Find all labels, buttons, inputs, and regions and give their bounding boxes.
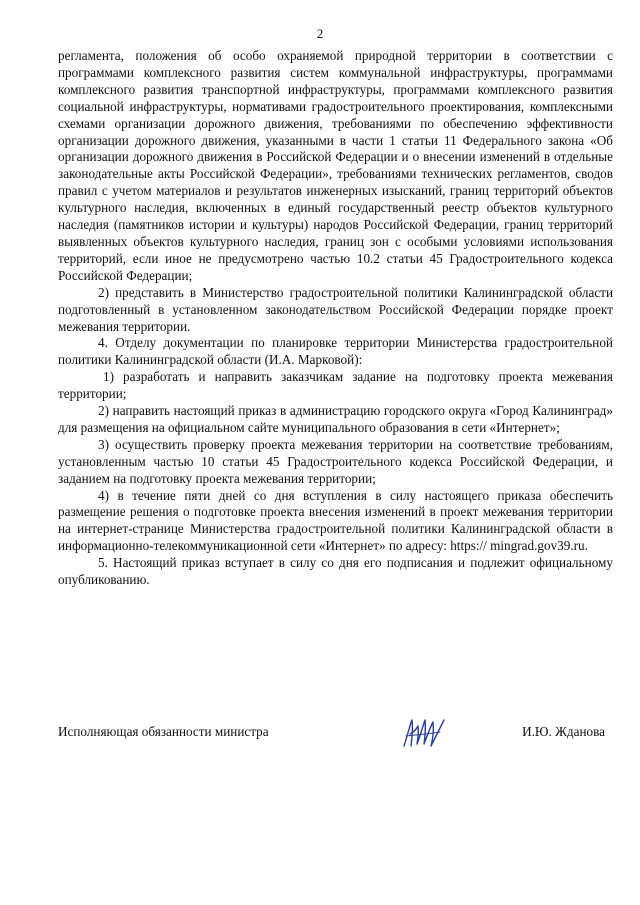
page-number: 2 bbox=[316, 26, 324, 41]
signature-block bbox=[58, 714, 613, 754]
document-body bbox=[58, 48, 613, 589]
signatory-name: И.Ю. Жданова bbox=[522, 724, 605, 739]
paragraph-item-2-submit: 2) представить в Министерство градостроительной политики Калининградской области подготовленный в установленном законодательством Российской Федерации порядке проект межевания территории. bbox=[58, 284, 613, 334]
paragraph-item-1-develop: 1) разработать и направить заказчикам задание на подготовку проекта межевания территории; bbox=[58, 369, 613, 402]
paragraph-section-5: 5. Настоящий приказ вступает в силу со дня его подписания и подлежит официальному опубликованию. bbox=[58, 555, 613, 588]
paragraph-item-4-publish: 4) в течение пяти дней со дня вступления в силу настоящего приказа обеспечить размещение решения о подготовке проекта внесения изменений в проект межевания территории на интернет-странице Министерства градостроительной политики Калининградской области в информационно-телекоммуникационной сети «Интернет» по адресу: https:// mingrad.gov39.ru. bbox=[58, 487, 613, 554]
handwritten-signature-icon bbox=[400, 714, 448, 750]
paragraph-item-3-check: 3) осуществить проверку проекта межевания территории на соответствие требованиям, установленным частью 10 статьи 45 Градостроительного кодекса Российской Федерации, и заданием на подготовку проекта межевания территории; bbox=[58, 436, 613, 486]
paragraph-item-2-send: 2) направить настоящий приказ в администрацию городского округа «Город Калининград» для размещения на официальном сайте муниципального образования в сети «Интернет»; bbox=[58, 403, 613, 435]
paragraph-continuation: регламента, положения об особо охраняемой природной территории в соответствии с программами комплексного развития систем коммунальной инфраструктуры, программами комплексного развития транспортной инфраструктуры, программами комплексного развития социальной инфраструктуры, нормативами градостроительного проектирования, комплексными схемами организации дорожного движения, требованиями по обеспечению эффективности организации дорожного движения, указанными в части 1 статьи 11 Федерального закона «Об организации дорожного движения в Российской Федерации и о внесении изменений в отдельные законодательные акты Российской Федерации», требованиями технических регламентов, сводов правил с учетом материалов и результатов инженерных изысканий, границ территорий объектов культурного наследия, включенных в единый государственный реестр объектов культурного наследия (памятников истории и культуры) народов Российской Федерации, границ территорий выявленных объектов культурного наследия, границ зон с особыми условиями использования территорий, если иное не предусмотрено частью 10.2 статьи 45 Градостроительного кодекса Российской Федерации; bbox=[58, 48, 613, 283]
paragraph-section-4: 4. Отделу документации по планировке территории Министерства градостроительной политики Калининградской области (И.А. Марковой): bbox=[58, 335, 613, 368]
signatory-title: Исполняющая обязанности министра bbox=[58, 724, 269, 739]
